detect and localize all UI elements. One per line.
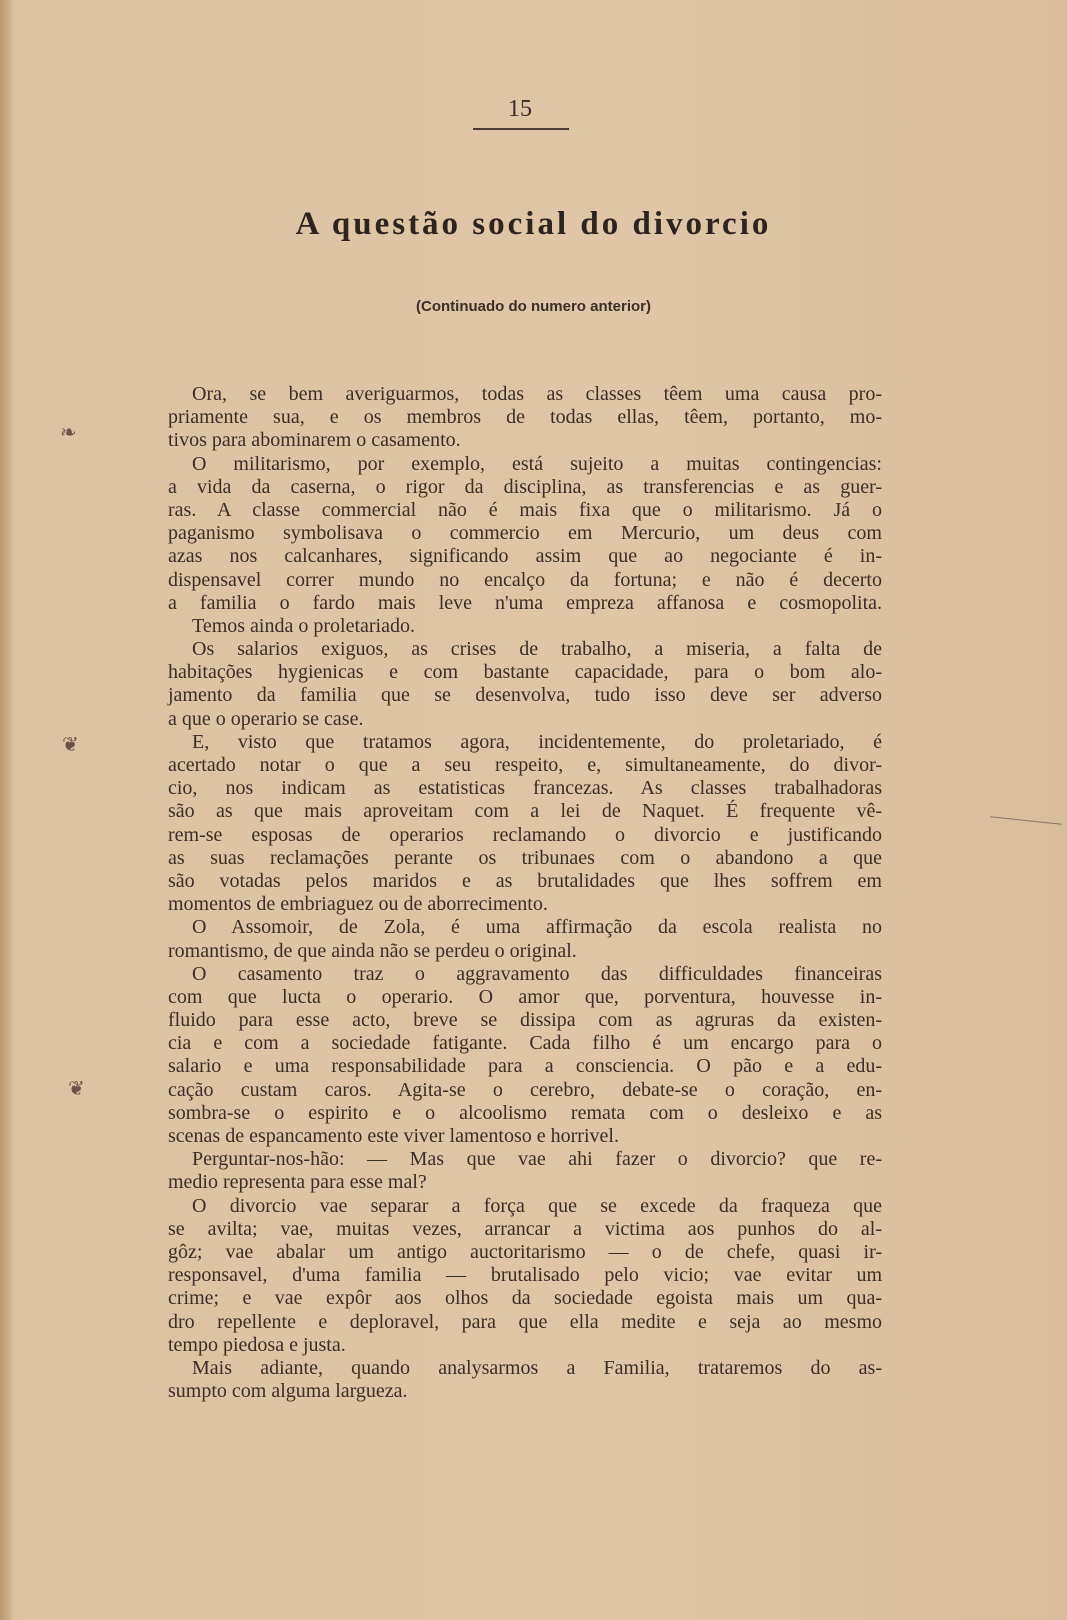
margin-ornament: ❦ <box>68 1078 85 1100</box>
text-line: salario e uma responsabilidade para a consciencia. O pão e a edu- <box>168 1055 882 1078</box>
binding-edge <box>0 0 12 1620</box>
text-line: O divorcio vae separar a força que se excede da fraqueza que <box>192 1194 882 1217</box>
text-line: são as que mais aproveitam com a lei de Naquet. É frequente vê- <box>168 800 882 823</box>
article-body <box>168 383 882 1403</box>
text-line: fluido para esse acto, breve se dissipa com as agruras da existen- <box>168 1009 882 1032</box>
text-line: cia e com a sociedade fatigante. Cada filho é um encargo para o <box>168 1032 882 1055</box>
text-line: as suas reclamações perante os tribunaes com o abandono a que <box>168 846 882 869</box>
text-line: Os salarios exiguos, as crises de trabalho, a miseria, a falta de <box>192 638 882 661</box>
text-line: Ora, se bem averiguarmos, todas as classes têem uma causa pro- <box>192 383 882 405</box>
text-line: habitações hygienicas e com bastante capacidade, para o bom alo- <box>168 661 882 684</box>
text-line: momentos de embriaguez ou de aborrecimento. <box>168 893 548 916</box>
text-line: Temos ainda o proletariado. <box>192 614 415 637</box>
text-line: cação custam caros. Agita-se o cerebro, debate-se o coração, en- <box>168 1078 882 1101</box>
text-line: responsavel, d'uma familia — brutalisado pelo vicio; vae evitar um <box>168 1264 882 1287</box>
text-line: priamente sua, e os membros de todas ellas, têem, portanto, mo- <box>168 406 882 429</box>
text-line: crime; e vae expôr aos olhos da sociedade egoista mais um qua- <box>168 1287 882 1310</box>
text-line: são votadas pelos maridos e as brutalidades que lhes soffrem em <box>168 869 882 892</box>
text-line: dro repellente e deploravel, para que ella medite e seja ao mesmo <box>168 1310 882 1333</box>
text-line: dispensavel correr mundo no encalço da fortuna; e não é decerto <box>168 568 882 591</box>
text-line: gôz; vae abalar um antigo auctoritarismo — o de chefe, quasi ir- <box>168 1240 882 1263</box>
article-title: A questão social do divorcio <box>295 206 772 242</box>
margin-rule <box>990 816 1062 825</box>
text-line: azas nos calcanhares, significando assim que ao negociante é in- <box>168 545 882 568</box>
text-line: paganismo symbolisava o commercio em Mercurio, um deus com <box>168 522 882 545</box>
text-line: romantismo, de que ainda não se perdeu o original. <box>168 939 577 962</box>
article-subtitle: (Continuado do numero anterior) <box>416 298 651 315</box>
text-line: se avilta; vae, muitas vezes, arrancar a victima aos punhos do al- <box>168 1217 882 1240</box>
text-line: a que o operario se case. <box>168 707 364 730</box>
text-line: ras. A classe commercial não é mais fixa que o militarismo. Já o <box>168 498 882 521</box>
text-line: E, visto que tratamos agora, incidentemente, do proletariado, é <box>192 730 882 753</box>
text-line: jamento da familia que se desenvolva, tudo isso deve ser adverso <box>168 684 882 707</box>
text-line: O Assomoir, de Zola, é uma affirmação da escola realista no <box>192 916 882 939</box>
text-line: cio, nos indicam as estatisticas francezas. As classes trabalhadoras <box>168 777 882 800</box>
text-line: rem-se esposas de operarios reclamando o divorcio e justificando <box>168 823 882 846</box>
text-line: a familia o fardo mais leve n'uma empreza affanosa e cosmopolita. <box>168 591 882 614</box>
text-line: scenas de espancamento este viver lamentoso e horrivel. <box>168 1125 619 1147</box>
text-line: O militarismo, por exemplo, está sujeito a muitas contingencias: <box>192 452 882 475</box>
text-line: acertado notar o que a seu respeito, e, simultaneamente, do divor- <box>168 754 882 776</box>
text-line: tempo piedosa e justa. <box>168 1333 346 1356</box>
text-line: medio representa para esse mal? <box>168 1171 427 1194</box>
text-line: Mais adiante, quando analysarmos a Familia, trataremos do as- <box>192 1356 882 1379</box>
text-line: tivos para abominarem o casamento. <box>168 429 461 452</box>
page-number: 15 <box>508 96 532 122</box>
text-line: a vida da caserna, o rigor da disciplina, as transferencias e as guer- <box>168 475 882 498</box>
text-line: sombra-se o espirito e o alcoolismo remata com o desleixo e as <box>168 1101 882 1124</box>
text-line: Perguntar-nos-hão: — Mas que vae ahi fazer o divorcio? que re- <box>192 1148 882 1171</box>
text-line: com que lucta o operario. O amor que, porventura, houvesse in- <box>168 985 882 1008</box>
margin-ornament: ❧ <box>60 422 77 444</box>
text-line: sumpto com alguma largueza. <box>168 1380 408 1403</box>
margin-ornament: ❦ <box>62 734 79 756</box>
page-number-rule <box>473 128 569 130</box>
text-line: O casamento traz o aggravamento das difficuldades financeiras <box>192 962 882 985</box>
